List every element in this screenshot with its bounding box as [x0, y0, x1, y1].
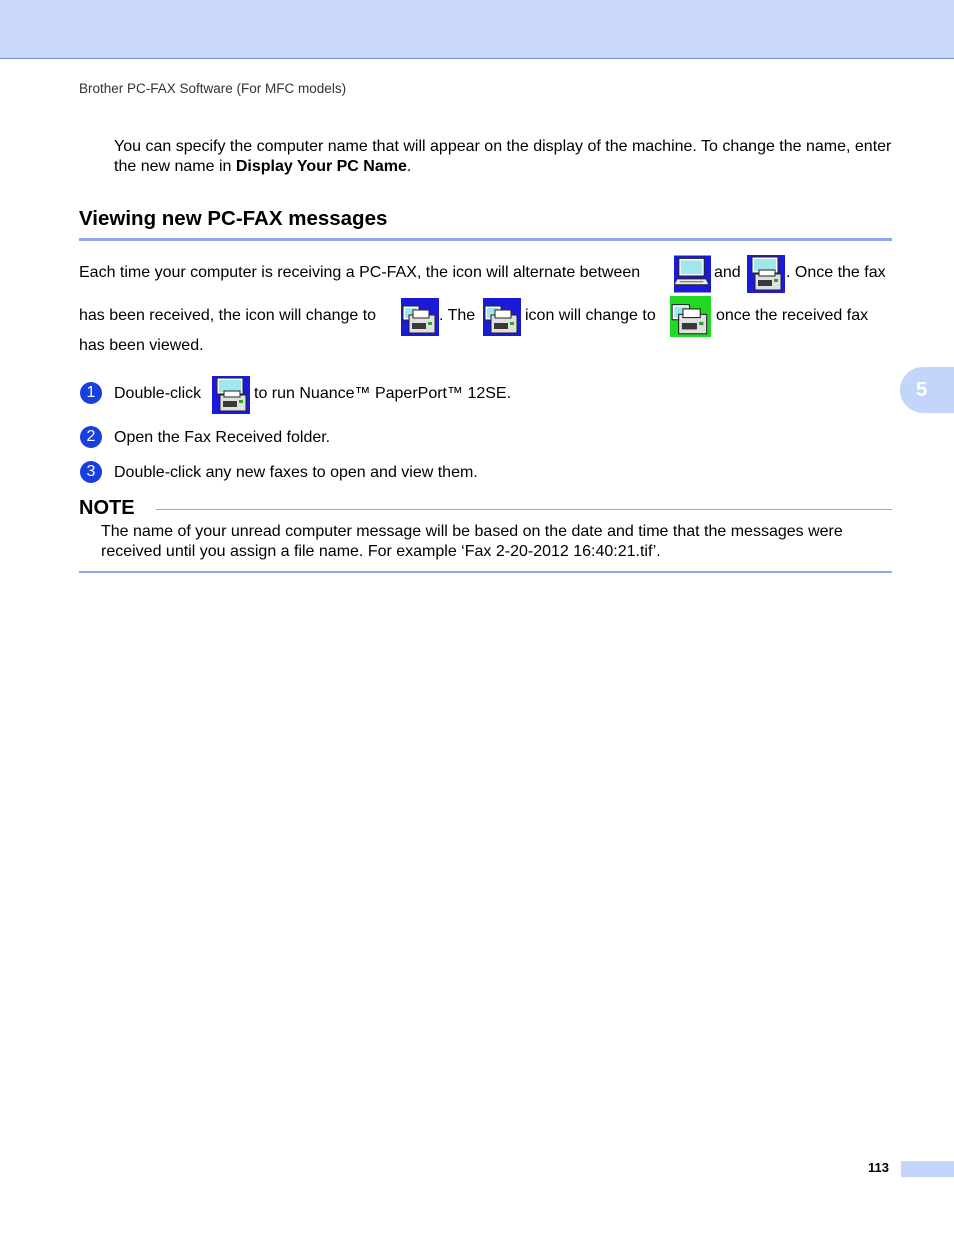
note-body: The name of your unread computer message will be based on the date and time that the messages were received until you assign a file name. For example ‘Fax 2-20-2012 16:40:21.tif’.	[101, 523, 843, 560]
chapter-tab: 5	[900, 367, 954, 413]
step-2-bullet: 2	[80, 426, 102, 448]
intro-text: You can specify the computer name that will appear on the display of the machine. To change the name, enter the new name in	[114, 138, 892, 175]
header-band	[0, 0, 954, 59]
step-1-text-a: Double-click	[114, 385, 202, 402]
step-1-text-b: to run Nuance™ PaperPort™ 12SE.	[254, 385, 512, 402]
note-title: NOTE	[79, 497, 135, 519]
para-line-2a: has been received, the icon will change to	[79, 307, 377, 324]
para-line-1c: . Once the fax	[786, 264, 886, 281]
pc-fax-received-icon	[401, 298, 439, 336]
step-3-bullet: 3	[80, 461, 102, 483]
step-2-text: Open the Fax Received folder.	[114, 429, 331, 446]
page-number: 113	[868, 1160, 889, 1175]
para-line-2c: icon will change to	[525, 307, 656, 324]
note-bottom-rule	[79, 571, 892, 573]
para-line-2b: . The	[439, 307, 476, 324]
pc-fax-received-icon-2	[483, 298, 521, 336]
para-line-3: has been viewed.	[79, 337, 204, 354]
pc-fax-viewed-icon	[670, 296, 711, 337]
intro-bold-term: Display Your PC Name	[235, 158, 407, 175]
step-3-text: Double-click any new faxes to open and view them.	[114, 464, 478, 481]
pc-fax-icon	[747, 255, 785, 293]
page-number-bar	[901, 1161, 954, 1177]
section-title: Viewing new PC-FAX messages	[79, 207, 388, 230]
pc-monitor-icon	[674, 255, 711, 293]
section-rule	[79, 238, 892, 241]
intro-text-end: .	[406, 158, 412, 175]
running-header: Brother PC-FAX Software (For MFC models)	[79, 81, 347, 96]
para-line-1b: and	[714, 264, 741, 281]
note-rule	[156, 509, 892, 510]
paperport-fax-icon	[212, 376, 250, 414]
para-line-2d: once the received fax	[716, 307, 869, 324]
intro-paragraph	[114, 137, 894, 177]
para-line-1a: Each time your computer is receiving a PC-FAX, the icon will alternate between	[79, 264, 641, 281]
step-1-bullet: 1	[80, 382, 102, 404]
